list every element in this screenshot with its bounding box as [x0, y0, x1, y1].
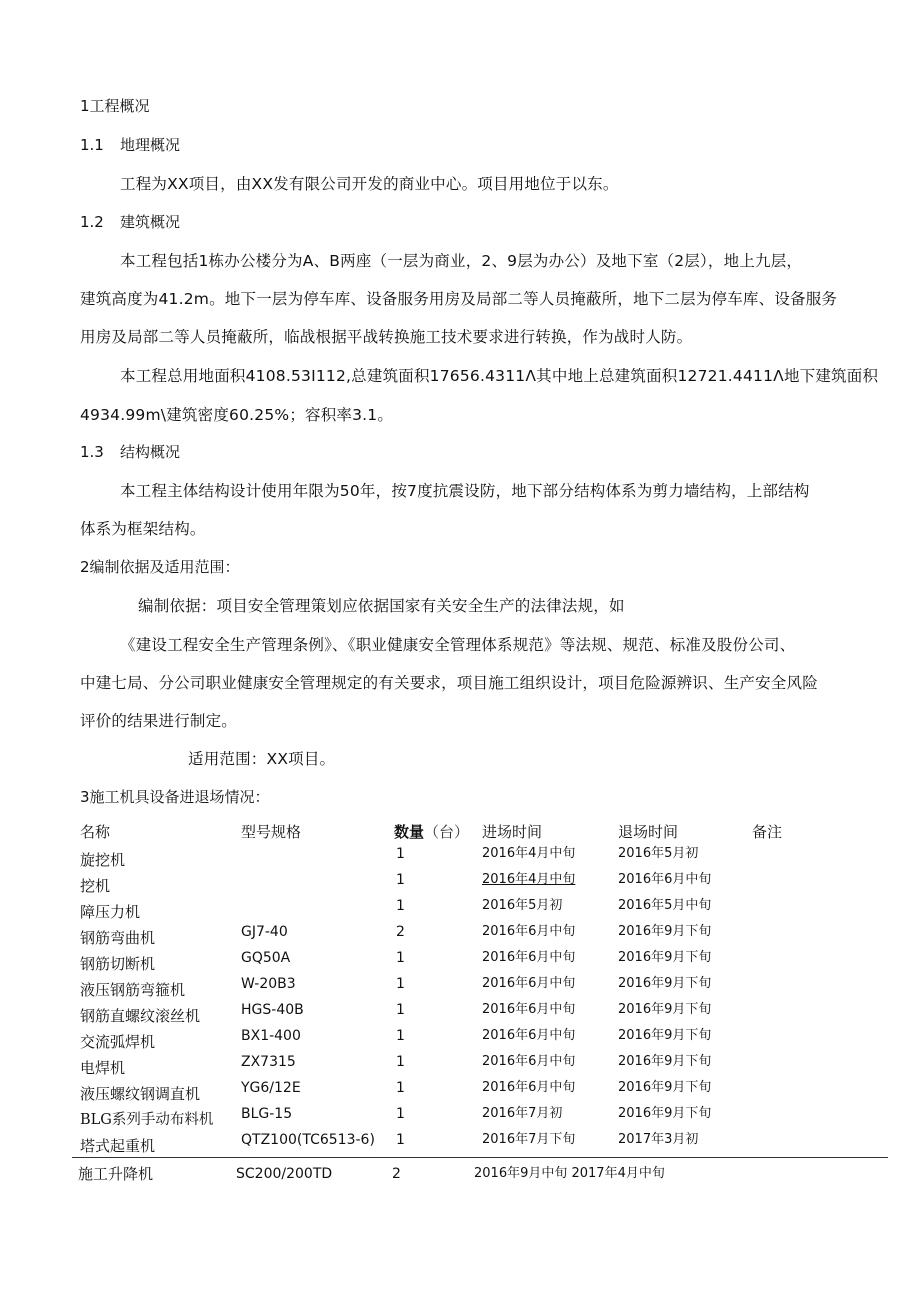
section-1-3-heading — [80, 442, 180, 462]
row-out: 2016年5月中旬 — [618, 898, 712, 913]
row-in: 2016年6月中旬 — [482, 976, 576, 991]
row-qty: 1 — [396, 872, 405, 888]
row-model: SC200/200TD — [236, 1166, 333, 1182]
structure-overview-line: 体系为框架结构。 — [80, 520, 206, 538]
row-in: 2016年6月中旬 — [482, 1002, 576, 1017]
row-out: 2016年9月下旬 — [618, 1002, 712, 1017]
row-out: 2017年3月初 — [618, 1132, 699, 1147]
section-number: 1.1 — [80, 136, 104, 154]
row-name: BLG系列手动布料机 — [80, 1112, 214, 1128]
row-out: 2016年9月下旬 — [618, 1054, 712, 1069]
row-name: 挖机 — [80, 877, 111, 895]
row-qty: 1 — [396, 1132, 405, 1148]
row-in: 2016年5月初 — [482, 898, 563, 913]
row-name: 电焊机 — [80, 1059, 126, 1077]
row-out: 2016年9月下旬 — [618, 950, 712, 965]
section-1-title: 1工程概况 — [80, 97, 150, 115]
row-name: 钢筋直螺纹滚丝机 — [80, 1007, 201, 1025]
row-name: 交流弧焊机 — [80, 1033, 156, 1051]
row-qty: 1 — [396, 950, 405, 966]
section-1-1-heading — [80, 135, 180, 155]
area-stats-line: 4934.99m\建筑密度60.25%；容积率3.1。 — [80, 406, 394, 424]
col-header-name: 名称 — [80, 823, 111, 841]
row-in-out: 2016年9月中旬 2017年4月中旬 — [474, 1166, 665, 1181]
row-model: BX1-400 — [241, 1028, 301, 1044]
row-in: 2016年4月中旬 — [482, 872, 576, 887]
row-qty: 1 — [396, 1054, 405, 1070]
row-in: 2016年7月初 — [482, 1106, 563, 1121]
row-name: 施工升降机 — [78, 1165, 154, 1183]
row-model: YG6/12E — [241, 1080, 301, 1096]
row-out: 2016年9月下旬 — [618, 1080, 712, 1095]
row-name: 液压螺纹钢调直机 — [80, 1085, 201, 1103]
row-model: HGS-40B — [241, 1002, 304, 1018]
row-model: BLG-15 — [241, 1106, 293, 1122]
geo-overview-text: 工程为XX项目，由XX发有限公司开发的商业中心。项目用地位于以东。 — [120, 175, 619, 193]
col-header-out: 退场时间 — [618, 823, 679, 841]
row-in: 2016年6月中旬 — [482, 950, 576, 965]
area-stats-line: 本工程总用地面积4108.53I112,总建筑面积17656.4311Λ其中地上总建筑面积12721.4411Λ地下建筑面积 — [120, 367, 879, 385]
row-model: GQ50A — [241, 950, 291, 966]
section-1-2-heading — [80, 212, 180, 232]
row-qty: 1 — [396, 1028, 405, 1044]
section-title: 地理概况 — [120, 136, 181, 154]
row-qty: 2 — [396, 924, 405, 940]
row-out: 2016年6月中旬 — [618, 872, 712, 887]
scope-text: 适用范围：XX项目。 — [188, 750, 336, 768]
row-name: 塔式起重机 — [80, 1137, 156, 1155]
row-in: 2016年6月中旬 — [482, 1054, 576, 1069]
col-header-qty — [394, 822, 469, 842]
row-name: 旋挖机 — [80, 851, 126, 869]
row-model: QTZ100(TC6513-6) — [241, 1132, 375, 1148]
col-header-in: 进场时间 — [482, 823, 543, 841]
row-in: 2016年4月中旬 — [482, 846, 576, 861]
section-number: 1.2 — [80, 213, 104, 231]
qty-unit: （台） — [424, 823, 470, 841]
section-title: 结构概况 — [120, 443, 181, 461]
row-qty: 2 — [392, 1166, 401, 1182]
row-name: 钢筋弯曲机 — [80, 929, 156, 947]
row-model: GJ7-40 — [241, 924, 288, 940]
structure-overview-line: 本工程主体结构设计使用年限为50年，按7度抗震设防，地下部分结构体系为剪力墙结构，上部结构 — [120, 482, 810, 500]
row-in: 2016年7月下旬 — [482, 1132, 576, 1147]
row-out: 2016年5月初 — [618, 846, 699, 861]
row-name: 钢筋切断机 — [80, 955, 156, 973]
row-qty: 1 — [396, 898, 405, 914]
section-2-title: 2编制依据及适用范围： — [80, 558, 240, 576]
col-header-note: 备注 — [752, 823, 783, 841]
row-name: 液压钢筋弯箍机 — [80, 981, 186, 999]
row-qty: 1 — [396, 976, 405, 992]
basis-line: 中建七局、分公司职业健康安全管理规定的有关要求，项目施工组织设计，项目危险源辨识、生产安全风险 — [80, 674, 818, 692]
row-out: 2016年9月下旬 — [618, 924, 712, 939]
row-out: 2016年9月下旬 — [618, 1028, 712, 1043]
section-3-title: 3施工机具设备进退场情况： — [80, 788, 270, 806]
row-name: 障压力机 — [80, 903, 141, 921]
basis-line: 《建设工程安全生产管理条例》、《职业健康安全管理体系规范》等法规、规范、标准及股份公司、 — [120, 636, 796, 654]
section-number: 1.3 — [80, 443, 104, 461]
row-model: ZX7315 — [241, 1054, 296, 1070]
qty-label: 数量 — [394, 823, 425, 841]
row-in: 2016年6月中旬 — [482, 1028, 576, 1043]
building-overview-line: 建筑高度为41.2m。地下一层为停车库、设备服务用房及局部二等人员掩蔽所，地下二层为停车库、设备服务 — [80, 290, 838, 308]
row-qty: 1 — [396, 1002, 405, 1018]
basis-line: 评价的结果进行制定。 — [80, 712, 238, 730]
basis-line: 编制依据：项目安全管理策划应依据国家有关安全生产的法律法规，如 — [138, 597, 625, 615]
col-header-model: 型号规格 — [241, 823, 302, 841]
row-in: 2016年6月中旬 — [482, 1080, 576, 1095]
row-qty: 1 — [396, 846, 405, 862]
row-out: 2016年9月下旬 — [618, 1106, 712, 1121]
section-title: 建筑概况 — [120, 213, 181, 231]
row-model: W-20B3 — [241, 976, 296, 992]
building-overview-line: 用房及局部二等人员掩蔽所，临战根据平战转换施工技术要求进行转换，作为战时人防。 — [80, 328, 693, 346]
row-out: 2016年9月下旬 — [618, 976, 712, 991]
row-in: 2016年6月中旬 — [482, 924, 576, 939]
row-qty: 1 — [396, 1106, 405, 1122]
table-divider — [72, 1157, 888, 1158]
building-overview-line: 本工程包括1栋办公楼分为A、B两座（一层为商业，2、9层为办公）及地下室（2层），地上九层， — [120, 252, 803, 270]
row-qty: 1 — [396, 1080, 405, 1096]
